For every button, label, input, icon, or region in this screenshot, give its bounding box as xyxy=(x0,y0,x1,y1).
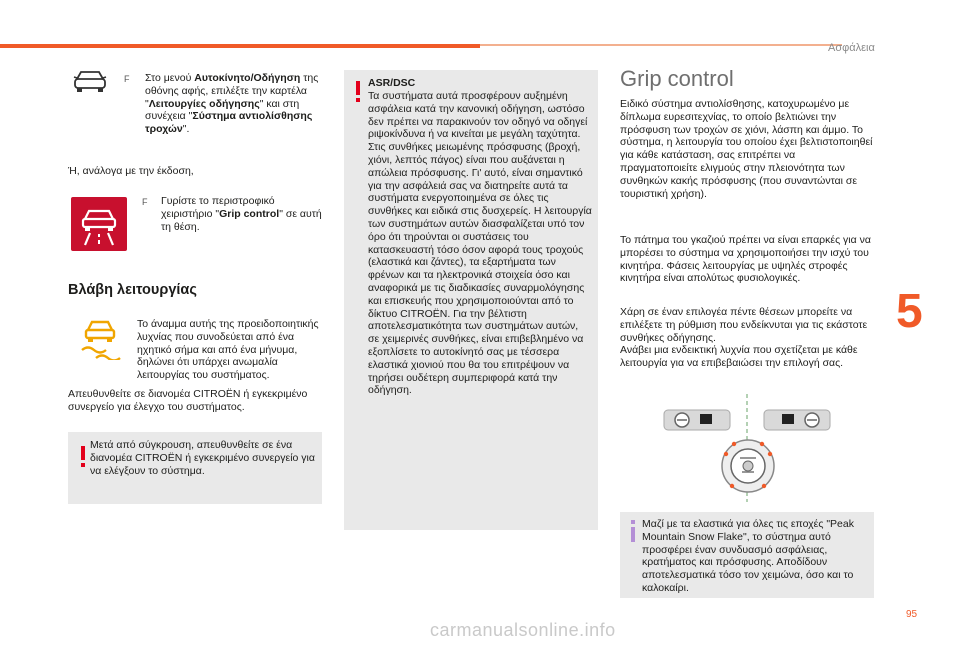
warning-box-text: Μετά από σύγκρουση, απευθυνθείτε σε ένα διανομέα CITROËN ή εγκεκριμένο συνεργείο για να ελέγξουν το σύστημα. xyxy=(90,439,315,477)
warning-exclamation-icon xyxy=(80,446,86,468)
asr-dsc-body: Τα συστήματα αυτά προσφέρουν αυξημένη ασφάλεια κατά την κανονική οδήγηση, ωστόσο δεν πρέπει να παρακινούν τον οδηγό να οδηγεί ριψοκίνδυνα ή να κινείται με μεγάλη ταχύτητα. Στις συνθήκες μειωμένης πρόσφυσης (βροχή, χιόνι, λεπτός πάγος) είναι που αυξάνεται η απώλεια πρόσφυσης. Γι' αυτό, είναι σημαντικό για την ασφάλειά σας να διατηρείτε αυτά τα συστήματα ενεργοποιημένα σε όλες τις συνθήκες και ειδικά στις δυσχερείς. Η λειτουργία των συστημάτων αυτών διασφαλίζεται υπό τον όρο ότι τηρούνται οι συστάσεις του κατασκευαστή τόσο όσον αφορά τους τροχούς (ελαστικά και ζάντες), τα εξαρτήματα των φρένων και τα ηλεκτρονικά στοιχεία όσο και αναφορικά με τις διαδικασίες συναρμολόγησης και επισκευής που χρησιμοποιούνται από το δίκτυο CITROËN. Για την βέλτιστη αποτελεσματικότητα των συστημάτων αυτών, σε χειμερινές συνθήκες, είναι επιβεβλημένο να εξοπλίσετε το αυτοκίνητό σας με τέσσερα ελαστικά χιονιού που θα του επιτρέψουν να τηρήσει ουδέτερη συμπεριφορά κατά την οδήγηση. xyxy=(368,90,592,397)
info-box-text: Μαζί με τα ελαστικά για όλες τις εποχές "Peak Mountain Snow Flake", το σύστημα αυτό προσφέρει έναν συνδυασμό ασφάλειας, κρατήματος και πρόσφυσης. Αποδίδουν αποτελεσματικά τόσο τον χειμώνα, όσο και το καλοκαίρι. xyxy=(642,518,854,594)
warning-exclamation-icon xyxy=(355,81,361,103)
menu-instruction: Στο μενού Αυτοκίνητο/Οδήγηση της οθόνης αφής, επιλέξτε την καρτέλα "Λειτουργίες οδήγησης" και στη συνέχεια "Σύστημα αντιολίσθησης τροχών". xyxy=(145,72,319,136)
fault-text: Το άναμμα αυτής της προειδοποιητικής λυχνίας που συνοδεύεται από ένα ηχητικό σήμα και από ένα μήνυμα, δηλώνει ότι υπάρχει ανωμαλία λειτουργίας του συστήματος. xyxy=(137,318,319,382)
grip-paragraph-3b: Ανάβει μια ενδεικτική λυχνία που σχετίζεται με κάθε λειτουργία για να επιβεβαιώσει την επιλογή σας. xyxy=(620,344,858,369)
dealer-text: Απευθυνθείτε σε διανομέα CITROËN ή εγκεκριμένο συνεργείο για έλεγχο του συστήματος. xyxy=(68,388,308,413)
grip-control-title: Grip control xyxy=(620,66,734,91)
section-title: Ασφάλεια xyxy=(828,42,875,54)
asr-dsc-box xyxy=(344,70,598,530)
info-icon xyxy=(630,520,636,542)
asr-dsc-heading: ASR/DSC xyxy=(368,77,416,89)
grip-dial-instruction: Γυρίστε το περιστροφικό χειριστήριο "Grip control" σε αυτή τη θέση. xyxy=(161,195,322,233)
car-outline-icon xyxy=(72,66,108,96)
grip-paragraph-2: Το πάτημα του γκαζιού πρέπει να είναι επαρκές για να μπορέσει το σύστημα να χρησιμοποιήσει την ισχύ του κινητήρα. Φάσεις λειτουργίας με υψηλές στροφές κινητήρα είναι απολύτως φυσιολογικές. xyxy=(620,234,871,285)
header-accent-bar xyxy=(0,44,480,48)
watermark: carmanualsonline.info xyxy=(430,620,616,640)
chapter-number: 5 xyxy=(896,285,923,338)
grip-paragraph-1: Ειδικό σύστημα αντιολίσθησης, κατοχυρωμένο με δίπλωμα ευρεσιτεχνίας, το οποίο βελτιώνει την πρόσφυση των τροχών σε χιόνι, λάσπη και άμμο. Το σύστημα, η λειτουργία του οποίου έχει βελτιστοποιηθεί για κάθε κατάσταση, σας επιτρέπει να πραγματοποιείτε ελιγμούς στην πλειονότητα των συνθηκών κακής πρόσφυσης (που συναντώνται σε τουριστική χρήση). xyxy=(620,98,873,200)
header-accent-line xyxy=(480,44,842,46)
grip-control-dial-icon xyxy=(660,394,840,502)
grip-paragraph-3a: Χάρη σε έναν επιλογέα πέντε θέσεων μπορείτε να επιλέξετε τη ρύθμιση που ενδείκνυται για τις εκάστοτε συνθήκες οδήγησης. xyxy=(620,306,868,344)
fault-heading: Βλάβη λειτουργίας xyxy=(68,282,197,298)
bullet-icon: F xyxy=(142,197,148,207)
traction-road-icon xyxy=(71,197,127,251)
page-number: 95 xyxy=(906,609,918,620)
info-box xyxy=(620,512,874,598)
esp-warning-icon xyxy=(78,314,122,360)
bullet-icon: F xyxy=(124,74,130,84)
or-text: Ή, ανάλογα με την έκδοση, xyxy=(68,165,194,177)
warning-box xyxy=(68,432,322,504)
